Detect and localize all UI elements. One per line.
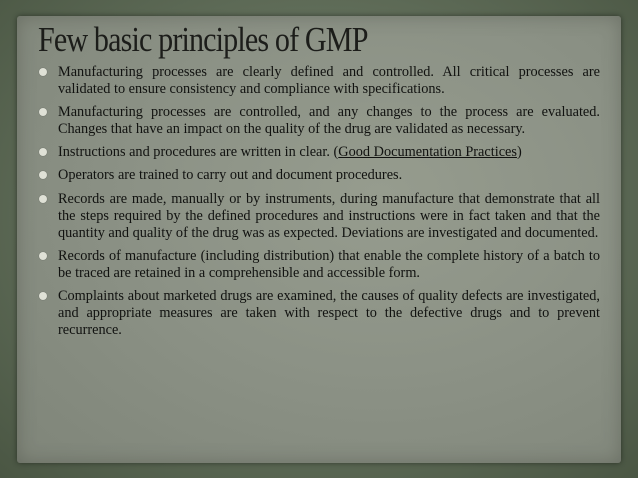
good-documentation-practices-link[interactable]: Good Documentation Practices <box>338 144 517 161</box>
bullet-item <box>36 104 600 138</box>
bullet-item <box>36 248 600 282</box>
bullet-dot-icon <box>39 108 47 116</box>
bullet-text-suffix: ) <box>516 144 522 161</box>
bullet-dot-icon <box>39 195 47 203</box>
bullet-text-prefix: Instructions and procedures are written in clear. ( <box>58 144 339 161</box>
bullet-text: Manufacturing processes are controlled, and any changes to the process are evaluated. Changes that have an impact on the quality of the drug are validated as necessary. <box>58 104 600 138</box>
bullet-text: Operators are trained to carry out and document procedures. <box>58 167 403 184</box>
bullet-item <box>36 144 600 161</box>
slide-title: Few basic principles of GMP <box>38 20 368 59</box>
bullet-item <box>36 288 600 339</box>
bullet-list <box>36 64 600 345</box>
bullet-text: Complaints about marketed drugs are examined, the causes of quality defects are investigated, and appropriate measures are taken with respect to the defective drugs and to prevent recurrence. <box>58 288 600 339</box>
bullet-item <box>36 64 600 98</box>
bullet-item <box>36 167 600 184</box>
bullet-dot-icon <box>39 68 47 76</box>
bullet-text: Manufacturing processes are clearly defined and controlled. All critical processes are validated to ensure consistency and compliance with specifications. <box>58 64 600 98</box>
bullet-text: Records are made, manually or by instruments, during manufacture that demonstrate that all the steps required by the defined procedures and instructions were in fact taken and that the quantity and quality of the drug was as expected. Deviations are investigated and documented. <box>58 190 600 241</box>
bullet-text: Records of manufacture (including distribution) that enable the complete history of a batch to be traced are retained in a comprehensible and accessible form. <box>58 247 600 281</box>
bullet-item <box>36 191 600 242</box>
bullet-dot-icon <box>39 148 47 156</box>
bullet-dot-icon <box>39 252 47 260</box>
bullet-dot-icon <box>39 171 47 179</box>
bullet-dot-icon <box>39 292 47 300</box>
